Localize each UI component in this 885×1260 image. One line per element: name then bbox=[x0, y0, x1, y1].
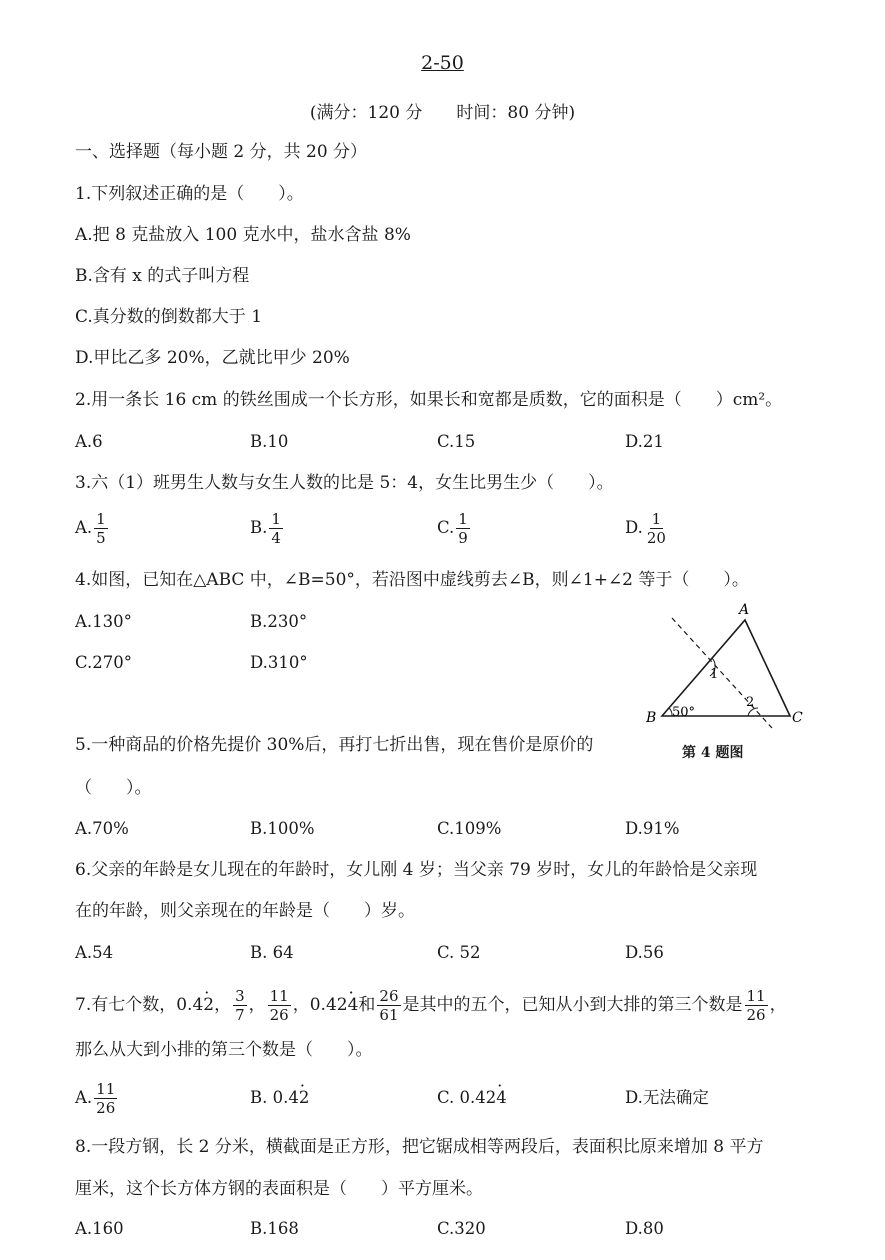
q4-option-a[interactable]: A.130° bbox=[75, 612, 132, 631]
q1-option-d[interactable]: D.甲比乙多 20%，乙就比甲少 20% bbox=[75, 348, 350, 368]
vertex-b-label: B bbox=[646, 710, 657, 726]
q6-option-d[interactable]: D.56 bbox=[625, 943, 664, 962]
q3-stem: 3.六（1）班男生人数与女生人数的比是 5：4，女生比男生少（ ）。 bbox=[75, 473, 614, 493]
q1-stem: 1.下列叙述正确的是（ ）。 bbox=[75, 184, 304, 204]
q3-option-b[interactable] bbox=[250, 510, 285, 547]
q7-option-a[interactable]: A. $\frac{11}{26}$ bbox=[75, 1080, 116, 1117]
q2-stem: 2.用一条长 16 cm 的铁丝围成一个长方形，如果长和宽都是质数，它的面积是（ ）cm²。 bbox=[75, 390, 783, 410]
q6-stem-cont: 在的年龄，则父亲现在的年龄是（ ）岁。 bbox=[75, 901, 415, 921]
q8-stem-cont: 厘米，这个长方体方钢的表面积是（ ）平方厘米。 bbox=[75, 1179, 483, 1199]
exam-info: (满分：120 分 时间：80 分钟) bbox=[309, 103, 576, 123]
q2-option-a[interactable]: A.6 bbox=[75, 432, 103, 451]
q5-option-c[interactable]: C.109% bbox=[437, 819, 502, 838]
q4-stem: 4.如图，已知在△ABC 中，∠B=50°，若沿图中虚线剪去∠B，则∠1+∠2 等于（ ）。 bbox=[75, 570, 749, 590]
page-title: 2-50 bbox=[421, 52, 464, 74]
q6-stem: 6.父亲的年龄是女儿现在的年龄时，女儿刚 4 岁；当父亲 79 岁时，女儿的年龄恰是父亲现 bbox=[75, 860, 758, 880]
q3-option-c-label: C. bbox=[437, 518, 455, 537]
fraction: $\frac{1}{4}$ bbox=[271, 510, 281, 547]
q3-option-b-label: B. bbox=[250, 518, 268, 537]
q2-option-d[interactable]: D.21 bbox=[625, 432, 664, 451]
fraction: $\frac{1}{5}$ bbox=[96, 510, 106, 547]
q6-option-b[interactable]: B. 64 bbox=[250, 943, 294, 962]
q8-option-c[interactable]: C.320 bbox=[437, 1219, 486, 1238]
fraction: $\frac{1}{20}$ bbox=[646, 510, 666, 547]
triangle-abc bbox=[662, 620, 790, 716]
q8-option-a[interactable]: A.160 bbox=[75, 1219, 124, 1238]
q8-stem: 8.一段方钢，长 2 分米，横截面是正方形，把它锯成相等两段后，表面积比原来增加 8 平方 bbox=[75, 1137, 764, 1157]
q1-option-a[interactable]: A.把 8 克盐放入 100 克水中，盐水含盐 8% bbox=[75, 225, 411, 245]
q3-option-a-label: A. bbox=[75, 518, 93, 537]
angle-b-label: 50° bbox=[672, 705, 696, 720]
q8-option-d[interactable]: D.80 bbox=[625, 1219, 664, 1238]
q5-option-a[interactable]: A.70% bbox=[75, 819, 129, 838]
q7-option-c[interactable]: C. 0.424 · bbox=[437, 1086, 507, 1110]
q4-option-d[interactable]: D.310° bbox=[250, 653, 308, 672]
q3-option-d[interactable] bbox=[625, 510, 670, 547]
q5-stem-cont: （ ）。 bbox=[75, 778, 152, 798]
q4-option-b[interactable]: B.230° bbox=[250, 612, 308, 631]
vertex-a-label: A bbox=[739, 602, 750, 618]
q5-option-b[interactable]: B.100% bbox=[250, 819, 315, 838]
q7-stem: 7.有七个数，0.42 ·， $\frac{3}{7}$ ， $\frac{11}{26}$ ，0.424 ·和 $\frac{26}{61}$ 是其中的五个，已知从小到大排的第三个数是 $\frac{11}{26}$ ， bbox=[75, 982, 787, 1028]
vertex-c-label: C bbox=[792, 710, 803, 726]
q1-option-b[interactable]: B.含有 x 的式子叫方程 bbox=[75, 266, 250, 286]
triangle-figure bbox=[640, 598, 820, 738]
q7-option-b[interactable]: B. 0.42 · bbox=[250, 1086, 309, 1110]
q8-option-b[interactable]: B.168 bbox=[250, 1219, 299, 1238]
q7-stem-cont: 那么从大到小排的第三个数是（ ）。 bbox=[75, 1040, 373, 1060]
fraction: $\frac{1}{9}$ bbox=[458, 510, 468, 547]
angle-1-label: 1 bbox=[710, 667, 719, 682]
q3-option-a[interactable] bbox=[75, 510, 110, 547]
angle-2-label: 2 bbox=[746, 695, 755, 710]
section-heading: 一、选择题（每小题 2 分，共 20 分） bbox=[75, 142, 368, 162]
q1-option-c[interactable]: C.真分数的倒数都大于 1 bbox=[75, 307, 263, 327]
q3-option-c[interactable] bbox=[437, 510, 472, 547]
q2-option-b[interactable]: B.10 bbox=[250, 432, 289, 451]
q5-stem: 5.一种商品的价格先提价 30%后，再打七折出售，现在售价是原价的 bbox=[75, 735, 594, 755]
q7-option-d[interactable]: D.无法确定 bbox=[625, 1088, 709, 1107]
q4-option-c[interactable]: C.270° bbox=[75, 653, 133, 672]
q6-option-a[interactable]: A.54 bbox=[75, 943, 114, 962]
q2-option-c[interactable]: C.15 bbox=[437, 432, 476, 451]
q6-option-c[interactable]: C. 52 bbox=[437, 943, 481, 962]
q3-option-d-label: D. bbox=[625, 518, 643, 537]
q5-option-d[interactable]: D.91% bbox=[625, 819, 680, 838]
figure-caption: 第 4 题图 bbox=[682, 745, 744, 761]
